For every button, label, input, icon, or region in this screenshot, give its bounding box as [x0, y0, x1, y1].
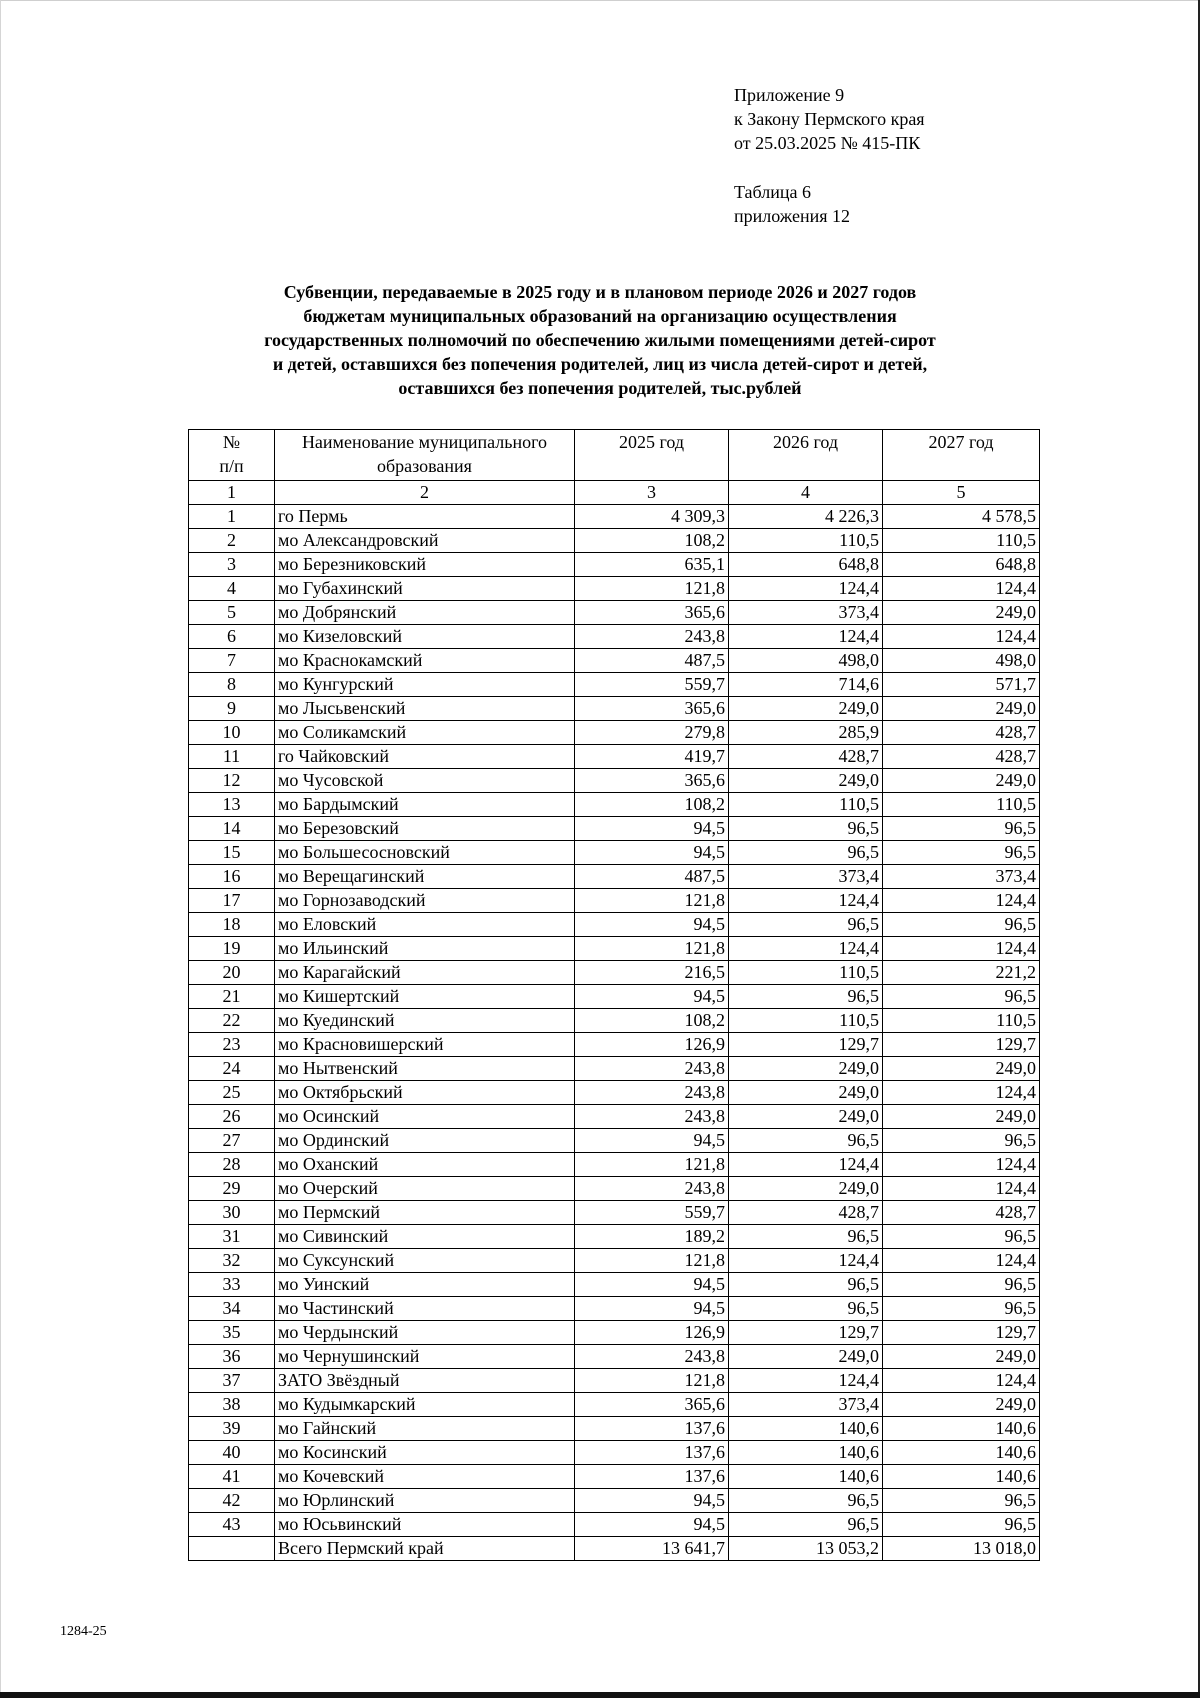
total-2026: 13 053,2	[729, 1537, 883, 1561]
cell-2026: 110,5	[729, 793, 883, 817]
cell-num: 13	[189, 793, 275, 817]
cell-name: мо Оханский	[275, 1153, 575, 1177]
cell-2026: 4 226,3	[729, 505, 883, 529]
cell-2026: 249,0	[729, 769, 883, 793]
cell-num: 34	[189, 1297, 275, 1321]
cell-2025: 243,8	[575, 625, 729, 649]
cell-2026: 140,6	[729, 1465, 883, 1489]
cell-2025: 243,8	[575, 1177, 729, 1201]
cell-num: 1	[189, 505, 275, 529]
table-row	[189, 1033, 1040, 1057]
header-num-line1: №	[222, 432, 241, 452]
cell-2026: 110,5	[729, 961, 883, 985]
table-reference-block	[734, 180, 850, 228]
cell-2025: 108,2	[575, 793, 729, 817]
header-name: Наименование муниципального образования	[275, 430, 575, 481]
cell-2025: 559,7	[575, 673, 729, 697]
cell-2026: 124,4	[729, 1369, 883, 1393]
table-row	[189, 1273, 1040, 1297]
cell-2027: 249,0	[883, 1345, 1040, 1369]
table-row	[189, 1345, 1040, 1369]
cell-2025: 243,8	[575, 1057, 729, 1081]
cell-name: мо Березниковский	[275, 553, 575, 577]
table-row	[189, 865, 1040, 889]
cell-num: 5	[189, 601, 275, 625]
cell-2025: 94,5	[575, 817, 729, 841]
cell-num: 35	[189, 1321, 275, 1345]
cell-2026: 428,7	[729, 1201, 883, 1225]
cell-2027: 428,7	[883, 721, 1040, 745]
cell-2026: 96,5	[729, 1129, 883, 1153]
cell-name: мо Косинский	[275, 1441, 575, 1465]
cell-2025: 121,8	[575, 1249, 729, 1273]
table-row	[189, 985, 1040, 1009]
cell-2025: 121,8	[575, 1153, 729, 1177]
cell-2027: 124,4	[883, 1081, 1040, 1105]
cell-2025: 108,2	[575, 1009, 729, 1033]
cell-2025: 365,6	[575, 1393, 729, 1417]
cell-2027: 96,5	[883, 817, 1040, 841]
cell-2025: 121,8	[575, 937, 729, 961]
cell-2026: 96,5	[729, 985, 883, 1009]
header-num	[189, 430, 275, 481]
cell-num: 8	[189, 673, 275, 697]
cell-num: 32	[189, 1249, 275, 1273]
table-row	[189, 745, 1040, 769]
cell-name: мо Очерский	[275, 1177, 575, 1201]
title-line: государственных полномочий по обеспечению жилыми помещениями детей-сирот	[264, 330, 936, 350]
cell-name: мо Красновишерский	[275, 1033, 575, 1057]
cell-num: 17	[189, 889, 275, 913]
table-row	[189, 1201, 1040, 1225]
cell-2026: 124,4	[729, 889, 883, 913]
cell-2027: 96,5	[883, 1513, 1040, 1537]
cell-2026: 249,0	[729, 1081, 883, 1105]
table-reference-line: приложения 12	[734, 206, 851, 226]
header-num-line2: п/п	[219, 456, 244, 476]
table-row	[189, 697, 1040, 721]
table-row	[189, 1057, 1040, 1081]
cell-2027: 124,4	[883, 937, 1040, 961]
table-row	[189, 1177, 1040, 1201]
table-row	[189, 649, 1040, 673]
cell-2026: 96,5	[729, 1513, 883, 1537]
cell-name: мо Большесосновский	[275, 841, 575, 865]
cell-num: 18	[189, 913, 275, 937]
header-2026: 2026 год	[729, 430, 883, 481]
cell-name: мо Верещагинский	[275, 865, 575, 889]
cell-2027: 428,7	[883, 745, 1040, 769]
cell-name: мо Пермский	[275, 1201, 575, 1225]
header-row	[189, 430, 1040, 481]
table-row	[189, 529, 1040, 553]
cell-2025: 189,2	[575, 1225, 729, 1249]
cell-2027: 96,5	[883, 1129, 1040, 1153]
column-number: 3	[575, 481, 729, 505]
cell-num: 3	[189, 553, 275, 577]
cell-2027: 249,0	[883, 601, 1040, 625]
cell-2025: 365,6	[575, 769, 729, 793]
cell-name: мо Гайнский	[275, 1417, 575, 1441]
column-number: 4	[729, 481, 883, 505]
cell-2026: 249,0	[729, 1057, 883, 1081]
cell-num: 14	[189, 817, 275, 841]
table-row	[189, 1513, 1040, 1537]
cell-2025: 419,7	[575, 745, 729, 769]
cell-num: 19	[189, 937, 275, 961]
cell-2026: 249,0	[729, 1105, 883, 1129]
cell-2026: 110,5	[729, 1009, 883, 1033]
cell-2027: 221,2	[883, 961, 1040, 985]
cell-num: 43	[189, 1513, 275, 1537]
cell-num: 21	[189, 985, 275, 1009]
cell-2026: 96,5	[729, 1225, 883, 1249]
total-2027: 13 018,0	[883, 1537, 1040, 1561]
table-row	[189, 1153, 1040, 1177]
table-row	[189, 625, 1040, 649]
cell-name: мо Чердынский	[275, 1321, 575, 1345]
cell-2026: 96,5	[729, 913, 883, 937]
cell-2026: 110,5	[729, 529, 883, 553]
cell-2025: 94,5	[575, 985, 729, 1009]
cell-2027: 129,7	[883, 1033, 1040, 1057]
cell-name: мо Соликамский	[275, 721, 575, 745]
cell-num: 20	[189, 961, 275, 985]
cell-name: мо Лысьвенский	[275, 697, 575, 721]
table-row	[189, 1249, 1040, 1273]
cell-name: мо Суксунский	[275, 1249, 575, 1273]
cell-2025: 137,6	[575, 1465, 729, 1489]
cell-name: мо Куединский	[275, 1009, 575, 1033]
cell-num: 6	[189, 625, 275, 649]
cell-2026: 249,0	[729, 1177, 883, 1201]
table-row	[189, 601, 1040, 625]
cell-2027: 648,8	[883, 553, 1040, 577]
cell-2027: 110,5	[883, 1009, 1040, 1033]
cell-2025: 487,5	[575, 865, 729, 889]
page-edge-top	[0, 0, 1200, 1]
cell-name: мо Губахинский	[275, 577, 575, 601]
cell-name: го Пермь	[275, 505, 575, 529]
cell-name: мо Чернушинский	[275, 1345, 575, 1369]
cell-num: 4	[189, 577, 275, 601]
cell-2026: 428,7	[729, 745, 883, 769]
cell-2027: 124,4	[883, 625, 1040, 649]
cell-2025: 121,8	[575, 889, 729, 913]
cell-name: мо Кунгурский	[275, 673, 575, 697]
cell-2026: 714,6	[729, 673, 883, 697]
cell-num: 30	[189, 1201, 275, 1225]
cell-num: 12	[189, 769, 275, 793]
cell-name: мо Ординский	[275, 1129, 575, 1153]
cell-name: мо Частинский	[275, 1297, 575, 1321]
cell-name: мо Юсьвинский	[275, 1513, 575, 1537]
cell-2027: 124,4	[883, 1249, 1040, 1273]
cell-2027: 129,7	[883, 1321, 1040, 1345]
cell-name: мо Ильинский	[275, 937, 575, 961]
table-header	[189, 430, 1040, 505]
cell-name: мо Нытвенский	[275, 1057, 575, 1081]
cell-2025: 108,2	[575, 529, 729, 553]
cell-2027: 124,4	[883, 889, 1040, 913]
title-line: бюджетам муниципальных образований на организацию осуществления	[303, 306, 897, 326]
cell-name: мо Октябрьский	[275, 1081, 575, 1105]
cell-name: мо Осинский	[275, 1105, 575, 1129]
appendix-line: от 25.03.2025 № 415-ПК	[734, 133, 921, 153]
header-2025: 2025 год	[575, 430, 729, 481]
table-row	[189, 913, 1040, 937]
cell-2025: 137,6	[575, 1441, 729, 1465]
appendix-line: к Закону Пермского края	[734, 109, 925, 129]
cell-2025: 4 309,3	[575, 505, 729, 529]
cell-2027: 124,4	[883, 1177, 1040, 1201]
cell-2026: 96,5	[729, 1273, 883, 1297]
page-edge-bottom	[0, 1692, 1200, 1698]
cell-2027: 249,0	[883, 1057, 1040, 1081]
cell-num: 16	[189, 865, 275, 889]
page-edge-left	[0, 0, 1, 1692]
column-numbers-row	[189, 481, 1040, 505]
total-row	[189, 1537, 1040, 1561]
cell-2027: 373,4	[883, 865, 1040, 889]
document-code: 1284-25	[60, 1624, 107, 1639]
table-row	[189, 1297, 1040, 1321]
document-title	[180, 280, 1020, 400]
cell-2025: 559,7	[575, 1201, 729, 1225]
cell-num: 27	[189, 1129, 275, 1153]
table-row	[189, 1225, 1040, 1249]
cell-name: мо Уинский	[275, 1273, 575, 1297]
cell-num: 42	[189, 1489, 275, 1513]
cell-2026: 373,4	[729, 865, 883, 889]
cell-num: 9	[189, 697, 275, 721]
cell-2027: 96,5	[883, 1225, 1040, 1249]
cell-name: мо Кизеловский	[275, 625, 575, 649]
table-row	[189, 1321, 1040, 1345]
cell-name: мо Чусовской	[275, 769, 575, 793]
cell-2027: 249,0	[883, 1393, 1040, 1417]
cell-2027: 4 578,5	[883, 505, 1040, 529]
cell-2026: 124,4	[729, 577, 883, 601]
table-row	[189, 1081, 1040, 1105]
cell-2025: 243,8	[575, 1081, 729, 1105]
column-number: 5	[883, 481, 1040, 505]
cell-2026: 140,6	[729, 1441, 883, 1465]
cell-2026: 249,0	[729, 1345, 883, 1369]
cell-2027: 428,7	[883, 1201, 1040, 1225]
title-line: Субвенции, передаваемые в 2025 году и в плановом периоде 2026 и 2027 годов	[283, 282, 917, 302]
column-number: 1	[189, 481, 275, 505]
cell-2025: 216,5	[575, 961, 729, 985]
title-line: оставшихся без попечения родителей, тыс.рублей	[398, 378, 802, 398]
cell-2027: 249,0	[883, 697, 1040, 721]
table-row	[189, 937, 1040, 961]
cell-2025: 121,8	[575, 577, 729, 601]
table-row	[189, 673, 1040, 697]
table-row	[189, 1489, 1040, 1513]
appendix-line: Приложение 9	[734, 85, 845, 105]
table-body	[189, 505, 1040, 1537]
cell-2027: 124,4	[883, 1153, 1040, 1177]
total-label: Всего Пермский край	[275, 1537, 575, 1561]
cell-num: 39	[189, 1417, 275, 1441]
table-row	[189, 1129, 1040, 1153]
cell-2027: 96,5	[883, 1489, 1040, 1513]
cell-num: 24	[189, 1057, 275, 1081]
cell-2026: 129,7	[729, 1033, 883, 1057]
subvention-table	[188, 429, 1040, 1561]
cell-2027: 124,4	[883, 1369, 1040, 1393]
cell-2027: 249,0	[883, 1105, 1040, 1129]
total-2025: 13 641,7	[575, 1537, 729, 1561]
cell-2027: 96,5	[883, 1273, 1040, 1297]
cell-num: 40	[189, 1441, 275, 1465]
cell-num: 38	[189, 1393, 275, 1417]
cell-num: 22	[189, 1009, 275, 1033]
cell-2026: 124,4	[729, 1249, 883, 1273]
cell-2025: 94,5	[575, 1489, 729, 1513]
cell-name: го Чайковский	[275, 745, 575, 769]
cell-name: мо Горнозаводский	[275, 889, 575, 913]
cell-num: 28	[189, 1153, 275, 1177]
cell-2025: 94,5	[575, 1513, 729, 1537]
appendix-block	[734, 83, 925, 155]
cell-2025: 94,5	[575, 1129, 729, 1153]
cell-2025: 121,8	[575, 1369, 729, 1393]
cell-num: 11	[189, 745, 275, 769]
cell-2027: 96,5	[883, 841, 1040, 865]
cell-name: мо Кудымкарский	[275, 1393, 575, 1417]
cell-2027: 140,6	[883, 1465, 1040, 1489]
cell-2027: 96,5	[883, 1297, 1040, 1321]
cell-name: мо Юрлинский	[275, 1489, 575, 1513]
cell-num: 26	[189, 1105, 275, 1129]
cell-2027: 140,6	[883, 1417, 1040, 1441]
cell-2027: 498,0	[883, 649, 1040, 673]
cell-2025: 279,8	[575, 721, 729, 745]
cell-name: мо Еловский	[275, 913, 575, 937]
header-2027: 2027 год	[883, 430, 1040, 481]
cell-2027: 571,7	[883, 673, 1040, 697]
cell-2027: 96,5	[883, 913, 1040, 937]
table-row	[189, 1393, 1040, 1417]
cell-num: 2	[189, 529, 275, 553]
cell-2025: 635,1	[575, 553, 729, 577]
cell-name: мо Добрянский	[275, 601, 575, 625]
cell-name: мо Кишертский	[275, 985, 575, 1009]
cell-2027: 110,5	[883, 529, 1040, 553]
table-row	[189, 1465, 1040, 1489]
cell-2026: 249,0	[729, 697, 883, 721]
table-row	[189, 961, 1040, 985]
cell-num: 15	[189, 841, 275, 865]
table-footer	[189, 1537, 1040, 1561]
cell-name: мо Краснокамский	[275, 649, 575, 673]
table-row	[189, 793, 1040, 817]
cell-2026: 96,5	[729, 841, 883, 865]
cell-2026: 373,4	[729, 1393, 883, 1417]
cell-2025: 137,6	[575, 1417, 729, 1441]
cell-2026: 124,4	[729, 1153, 883, 1177]
cell-2025: 94,5	[575, 1273, 729, 1297]
table-row	[189, 1105, 1040, 1129]
cell-2026: 373,4	[729, 601, 883, 625]
cell-2027: 124,4	[883, 577, 1040, 601]
cell-num: 25	[189, 1081, 275, 1105]
table-row	[189, 1441, 1040, 1465]
table-row	[189, 577, 1040, 601]
cell-num: 36	[189, 1345, 275, 1369]
cell-num: 29	[189, 1177, 275, 1201]
cell-name: мо Карагайский	[275, 961, 575, 985]
table-row	[189, 1009, 1040, 1033]
table-row	[189, 889, 1040, 913]
table-row	[189, 1417, 1040, 1441]
cell-2025: 365,6	[575, 601, 729, 625]
cell-2026: 285,9	[729, 721, 883, 745]
table-row	[189, 817, 1040, 841]
cell-2026: 648,8	[729, 553, 883, 577]
cell-2026: 140,6	[729, 1417, 883, 1441]
cell-2027: 140,6	[883, 1441, 1040, 1465]
cell-2027: 249,0	[883, 769, 1040, 793]
cell-2026: 124,4	[729, 625, 883, 649]
cell-2026: 129,7	[729, 1321, 883, 1345]
cell-name: мо Кочевский	[275, 1465, 575, 1489]
table-row	[189, 553, 1040, 577]
cell-2025: 94,5	[575, 913, 729, 937]
cell-num: 23	[189, 1033, 275, 1057]
cell-name: ЗАТО Звёздный	[275, 1369, 575, 1393]
table-row	[189, 841, 1040, 865]
cell-name: мо Бардымский	[275, 793, 575, 817]
cell-num: 31	[189, 1225, 275, 1249]
cell-2025: 243,8	[575, 1105, 729, 1129]
cell-num: 37	[189, 1369, 275, 1393]
cell-2025: 243,8	[575, 1345, 729, 1369]
cell-2025: 365,6	[575, 697, 729, 721]
cell-2027: 96,5	[883, 985, 1040, 1009]
total-num	[189, 1537, 275, 1561]
cell-2027: 110,5	[883, 793, 1040, 817]
cell-name: мо Александровский	[275, 529, 575, 553]
cell-num: 33	[189, 1273, 275, 1297]
cell-2026: 124,4	[729, 937, 883, 961]
cell-2026: 96,5	[729, 817, 883, 841]
table-row	[189, 769, 1040, 793]
cell-name: мо Березовский	[275, 817, 575, 841]
column-number: 2	[275, 481, 575, 505]
cell-num: 41	[189, 1465, 275, 1489]
title-line: и детей, оставшихся без попечения родителей, лиц из числа детей-сирот и детей,	[272, 354, 928, 374]
cell-2025: 126,9	[575, 1321, 729, 1345]
cell-2026: 96,5	[729, 1297, 883, 1321]
cell-2025: 94,5	[575, 841, 729, 865]
table-reference-line: Таблица 6	[734, 182, 811, 202]
cell-num: 10	[189, 721, 275, 745]
table-row	[189, 721, 1040, 745]
table-row	[189, 505, 1040, 529]
cell-2025: 94,5	[575, 1297, 729, 1321]
cell-name: мо Сивинский	[275, 1225, 575, 1249]
cell-2026: 96,5	[729, 1489, 883, 1513]
cell-2025: 487,5	[575, 649, 729, 673]
cell-2025: 126,9	[575, 1033, 729, 1057]
cell-2026: 498,0	[729, 649, 883, 673]
cell-num: 7	[189, 649, 275, 673]
table-row	[189, 1369, 1040, 1393]
